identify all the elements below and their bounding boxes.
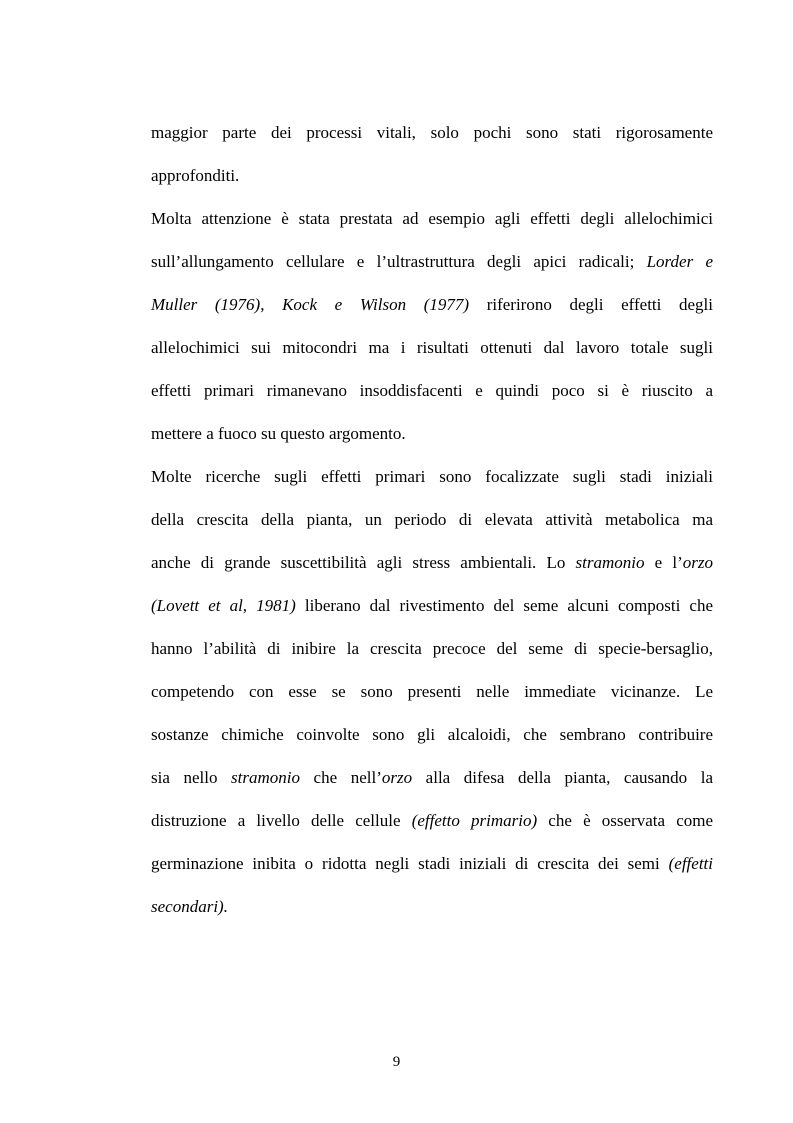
italic-text: stramonio xyxy=(575,553,645,572)
text-line xyxy=(151,756,713,799)
italic-text: (effetti xyxy=(668,854,713,873)
text-span: effetti primari rimanevano insoddisfacenti e quindi poco si è riuscito a xyxy=(151,381,713,400)
text-line xyxy=(151,541,713,584)
text-span: hanno l’abilità di inibire la crescita precoce del seme di specie-bersaglio, xyxy=(151,639,713,658)
text-span: che nell’ xyxy=(299,768,382,787)
italic-text: orzo xyxy=(381,768,413,787)
italic-text: orzo xyxy=(682,553,713,572)
text-span: approfonditi. xyxy=(151,166,240,185)
page-number: 9 xyxy=(392,1054,401,1070)
text-span: competendo con esse se sono presenti nelle immediate vicinanze. Le xyxy=(151,682,713,701)
text-line xyxy=(151,842,713,885)
text-span: germinazione inibita o ridotta negli stadi iniziali di crescita dei semi xyxy=(151,854,669,873)
text-span: riferirono degli effetti degli xyxy=(469,295,713,314)
text-line xyxy=(151,111,713,154)
italic-text: (Lovett et al, 1981) xyxy=(151,596,296,615)
text-span: alla difesa della pianta, causando la xyxy=(412,768,713,787)
text-line xyxy=(151,154,713,197)
text-line xyxy=(151,283,713,326)
italic-text: Lorder e xyxy=(646,252,713,271)
text-span: mettere a fuoco su questo argomento. xyxy=(151,424,406,443)
text-line xyxy=(151,627,713,670)
text-line xyxy=(151,799,713,842)
italic-text: stramonio xyxy=(231,768,300,787)
text-span: maggior parte dei processi vitali, solo pochi sono stati rigorosamente xyxy=(151,123,713,142)
text-span: della crescita della pianta, un periodo di elevata attività metabolica ma xyxy=(151,510,713,529)
text-line xyxy=(151,498,713,541)
text-span: liberano dal rivestimento del seme alcuni composti che xyxy=(295,596,714,615)
text-line xyxy=(151,412,713,455)
text-span: anche di grande suscettibilità agli stress ambientali. Lo xyxy=(151,553,576,572)
text-span: sia nello xyxy=(151,768,232,787)
text-line xyxy=(151,197,713,240)
text-span: sull’allungamento cellulare e l’ultrastruttura degli apici radicali; xyxy=(151,252,647,271)
italic-text: (effetto primario) xyxy=(411,811,538,830)
body-text xyxy=(151,111,713,928)
text-span: allelochimici sui mitocondri ma i risultati ottenuti dal lavoro totale sugli xyxy=(151,338,713,357)
text-line xyxy=(151,713,713,756)
italic-text: secondari). xyxy=(151,897,228,916)
text-span: Molta attenzione è stata prestata ad esempio agli effetti degli allelochimici xyxy=(151,209,713,228)
text-line xyxy=(151,326,713,369)
text-span: Molte ricerche sugli effetti primari sono focalizzate sugli stadi iniziali xyxy=(151,467,713,486)
text-span: e l’ xyxy=(644,553,683,572)
text-span: che è osservata come xyxy=(537,811,714,830)
italic-text: Muller (1976), Kock e Wilson (1977) xyxy=(151,295,470,314)
text-line xyxy=(151,455,713,498)
text-line xyxy=(151,670,713,713)
text-span: sostanze chimiche coinvolte sono gli alcaloidi, che sembrano contribuire xyxy=(151,725,713,744)
text-line xyxy=(151,584,713,627)
text-line xyxy=(151,885,713,928)
text-line xyxy=(151,240,713,283)
text-line xyxy=(151,369,713,412)
text-span: distruzione a livello delle cellule xyxy=(151,811,412,830)
